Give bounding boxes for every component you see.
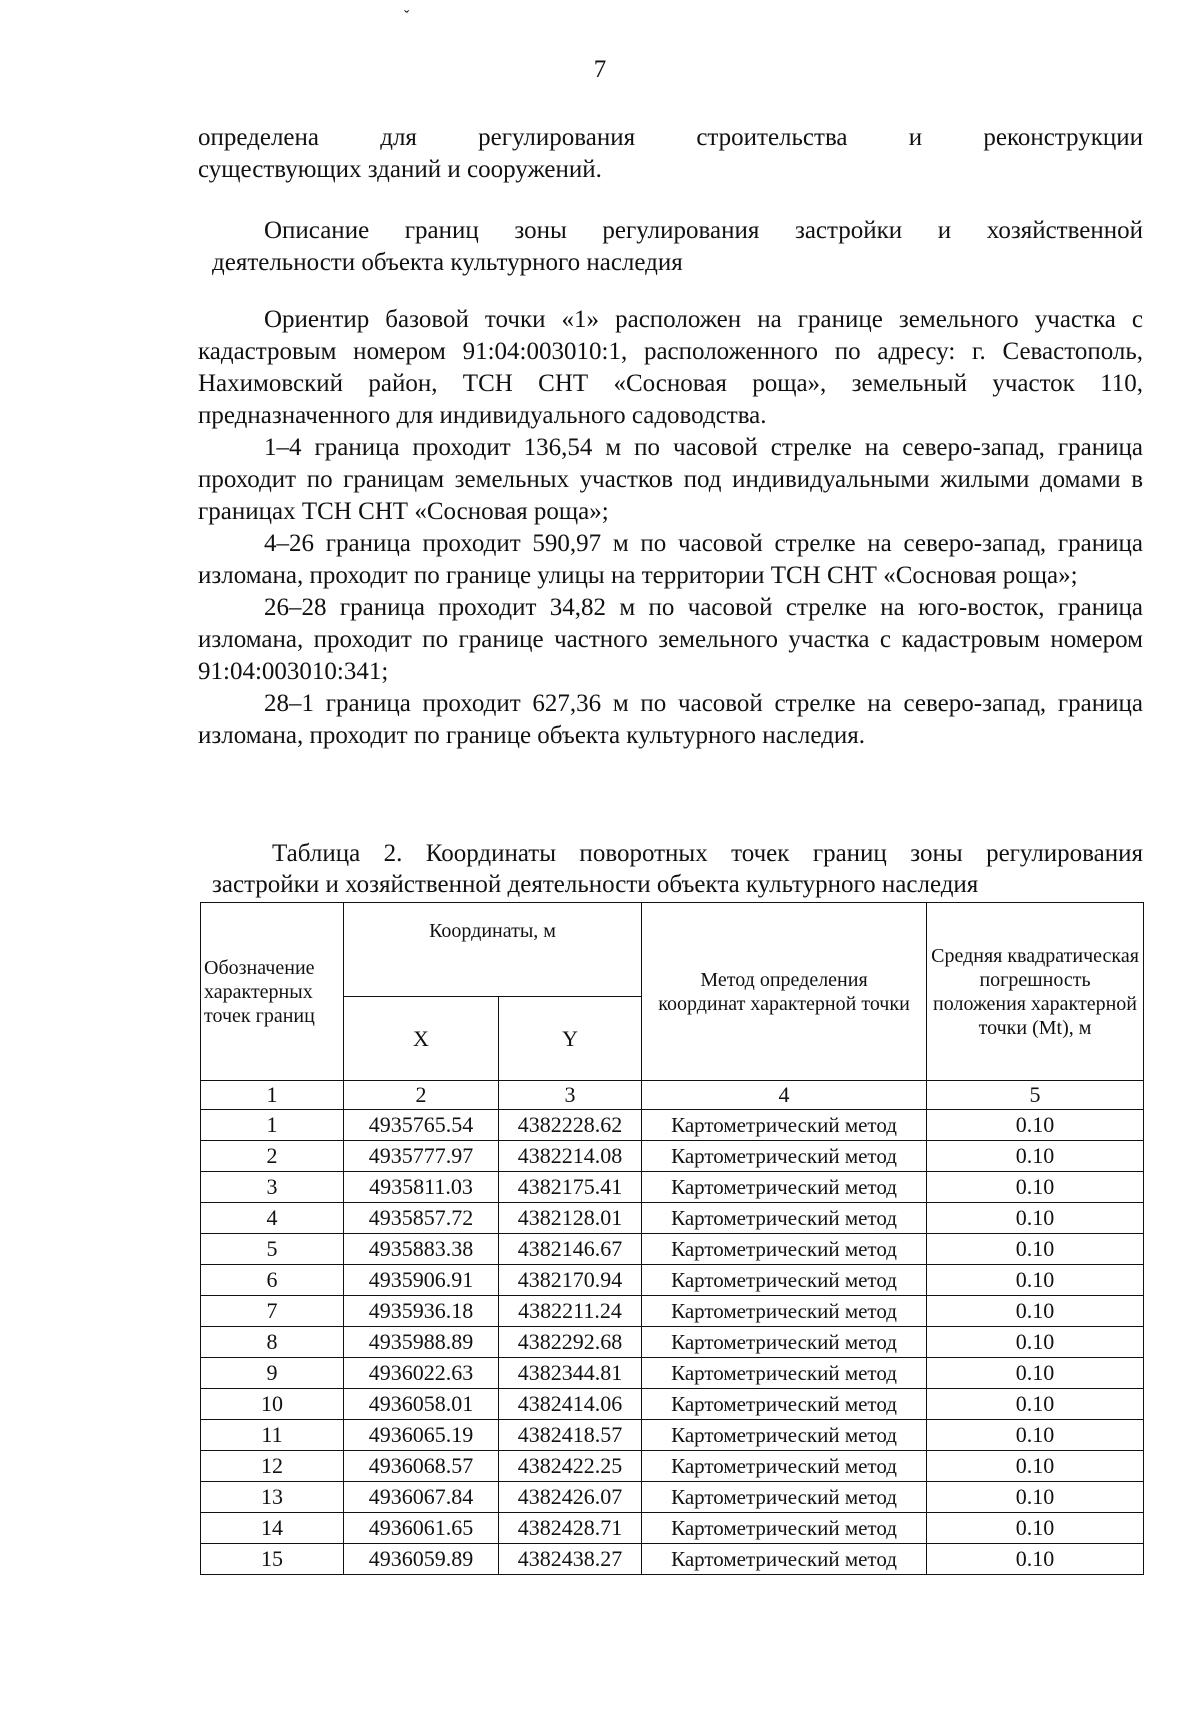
- method-cell: Картометрический метод: [642, 1358, 927, 1389]
- table-row: [201, 1420, 1144, 1451]
- paragraph-base-point: Ориентир базовой точки «1» расположен на границе земельного участка с кадастровым номером 91:04:003010:1, расположенного по адресу: г. Севастополь, Нахимовский район, ТСН СНТ «Сосновая роща», земельный участок 110, предназначенного для индивидуального садоводства.: [198, 306, 1143, 429]
- method-cell: Картометрический метод: [642, 1513, 927, 1544]
- error-cell: 0.10: [927, 1110, 1144, 1141]
- intro-word: строительства: [696, 124, 848, 151]
- method-cell: Картометрический метод: [642, 1451, 927, 1482]
- point-id-cell: 2: [201, 1141, 344, 1172]
- method-cell: Картометрический метод: [642, 1389, 927, 1420]
- table-row: [201, 1203, 1144, 1234]
- error-cell: 0.10: [927, 1544, 1144, 1575]
- method-cell: Картометрический метод: [642, 1265, 927, 1296]
- error-cell: 0.10: [927, 1141, 1144, 1172]
- paragraph-segment-4-26: 4–26 граница проходит 590,97 м по часовой стрелке на северо-запад, граница изломана, проходит по границе улицы на территории ТСН СНТ «Сосновая роща»;: [198, 530, 1143, 589]
- y-cell: 4382146.67: [499, 1234, 642, 1265]
- point-id-cell: 11: [201, 1420, 344, 1451]
- header-designation: Обозначение характерных точек границ: [201, 903, 344, 1081]
- point-id-cell: 3: [201, 1172, 344, 1203]
- header-error: Средняя квадратическая погрешность положения характерной точки (Mt), м: [927, 903, 1144, 1081]
- column-number: 1: [201, 1081, 344, 1110]
- x-cell: 4935883.38: [344, 1234, 499, 1265]
- y-cell: 4382128.01: [499, 1203, 642, 1234]
- x-cell: 4935777.97: [344, 1141, 499, 1172]
- column-number-row: [201, 1081, 1144, 1110]
- caption-line-1: Таблица 2. Координаты поворотных точек границ зоны регулирования: [272, 840, 1143, 867]
- error-cell: 0.10: [927, 1265, 1144, 1296]
- section-heading: [198, 215, 1143, 279]
- method-cell: Картометрический метод: [642, 1110, 927, 1141]
- header-x: X: [344, 997, 499, 1081]
- column-number: 3: [499, 1081, 642, 1110]
- error-cell: 0.10: [927, 1358, 1144, 1389]
- method-cell: Картометрический метод: [642, 1172, 927, 1203]
- point-id-cell: 14: [201, 1513, 344, 1544]
- intro-text: [198, 122, 1143, 186]
- point-id-cell: 1: [201, 1110, 344, 1141]
- y-cell: 4382170.94: [499, 1265, 642, 1296]
- error-cell: 0.10: [927, 1451, 1144, 1482]
- x-cell: 4936065.19: [344, 1420, 499, 1451]
- coordinates-table: [200, 902, 1144, 1575]
- error-cell: 0.10: [927, 1420, 1144, 1451]
- x-cell: 4935988.89: [344, 1327, 499, 1358]
- x-cell: 4936061.65: [344, 1513, 499, 1544]
- point-id-cell: 7: [201, 1296, 344, 1327]
- x-cell: 4935906.91: [344, 1265, 499, 1296]
- paragraph-segment-1-4: 1–4 граница проходит 136,54 м по часовой стрелке на северо-запад, граница проходит по границам земельных участков под индивидуальными жилыми домами в границах ТСН СНТ «Сосновая роща»;: [198, 434, 1143, 525]
- heading-line-2: деятельности объекта культурного наследия: [212, 249, 683, 276]
- paragraph-segment-28-1: 28–1 граница проходит 627,36 м по часовой стрелке на северо-запад, граница изломана, проходит по границе объекта культурного наследия.: [198, 690, 1143, 749]
- table-row: [201, 1513, 1144, 1544]
- x-cell: 4935765.54: [344, 1110, 499, 1141]
- header-method: Метод определения координат характерной точки: [642, 903, 927, 1081]
- column-number: 2: [344, 1081, 499, 1110]
- table-row: [201, 1327, 1144, 1358]
- point-id-cell: 13: [201, 1482, 344, 1513]
- error-cell: 0.10: [927, 1203, 1144, 1234]
- y-cell: 4382175.41: [499, 1172, 642, 1203]
- y-cell: 4382426.07: [499, 1482, 642, 1513]
- error-cell: 0.10: [927, 1513, 1144, 1544]
- x-cell: 4935857.72: [344, 1203, 499, 1234]
- header-coordinates: Координаты, м: [344, 903, 642, 997]
- intro-word: определена: [198, 124, 320, 151]
- point-id-cell: 6: [201, 1265, 344, 1296]
- error-cell: 0.10: [927, 1389, 1144, 1420]
- y-cell: 4382414.06: [499, 1389, 642, 1420]
- table-row: [201, 1110, 1144, 1141]
- table-row: [201, 1482, 1144, 1513]
- x-cell: 4936059.89: [344, 1544, 499, 1575]
- error-cell: 0.10: [927, 1234, 1144, 1265]
- table-row: [201, 1389, 1144, 1420]
- intro-word: регулирования: [478, 124, 636, 151]
- x-cell: 4936068.57: [344, 1451, 499, 1482]
- table-caption: [198, 838, 1143, 900]
- table-row: [201, 1451, 1144, 1482]
- method-cell: Картометрический метод: [642, 1544, 927, 1575]
- method-cell: Картометрический метод: [642, 1327, 927, 1358]
- x-cell: 4936022.63: [344, 1358, 499, 1389]
- x-cell: 4935936.18: [344, 1296, 499, 1327]
- error-cell: 0.10: [927, 1296, 1144, 1327]
- paragraph-segment-26-28: 26–28 граница проходит 34,82 м по часовой стрелке на юго-восток, граница изломана, проходит по границе частного земельного участка с кадастровым номером 91:04:003010:341;: [198, 594, 1143, 685]
- x-cell: 4936067.84: [344, 1482, 499, 1513]
- x-cell: 4936058.01: [344, 1389, 499, 1420]
- page-number: 7: [593, 56, 607, 83]
- point-id-cell: 9: [201, 1358, 344, 1389]
- y-cell: 4382214.08: [499, 1141, 642, 1172]
- table-row: [201, 1544, 1144, 1575]
- y-cell: 4382418.57: [499, 1420, 642, 1451]
- point-id-cell: 8: [201, 1327, 344, 1358]
- table-row: [201, 1358, 1144, 1389]
- table-row: [201, 1234, 1144, 1265]
- y-cell: 4382344.81: [499, 1358, 642, 1389]
- method-cell: Картометрический метод: [642, 1296, 927, 1327]
- boundary-description: [198, 304, 1143, 752]
- intro-word: реконструкции: [983, 124, 1143, 151]
- y-cell: 4382228.62: [499, 1110, 642, 1141]
- point-id-cell: 4: [201, 1203, 344, 1234]
- method-cell: Картометрический метод: [642, 1141, 927, 1172]
- header-y: Y: [499, 997, 642, 1081]
- method-cell: Картометрический метод: [642, 1234, 927, 1265]
- method-cell: Картометрический метод: [642, 1420, 927, 1451]
- error-cell: 0.10: [927, 1482, 1144, 1513]
- x-cell: 4935811.03: [344, 1172, 499, 1203]
- column-number: 4: [642, 1081, 927, 1110]
- table-row: [201, 1265, 1144, 1296]
- point-id-cell: 5: [201, 1234, 344, 1265]
- y-cell: 4382438.27: [499, 1544, 642, 1575]
- intro-word: и: [908, 124, 923, 151]
- intro-line-1: [198, 122, 1143, 154]
- table-header-row: [201, 903, 1144, 997]
- point-id-cell: 10: [201, 1389, 344, 1420]
- table-row: [201, 1172, 1144, 1203]
- point-id-cell: 12: [201, 1451, 344, 1482]
- y-cell: 4382428.71: [499, 1513, 642, 1544]
- intro-line-2: существующих зданий и сооружений.: [198, 156, 602, 183]
- point-id-cell: 15: [201, 1544, 344, 1575]
- method-cell: Картометрический метод: [642, 1203, 927, 1234]
- error-cell: 0.10: [927, 1327, 1144, 1358]
- table-row: [201, 1296, 1144, 1327]
- column-number: 5: [927, 1081, 1144, 1110]
- y-cell: 4382422.25: [499, 1451, 642, 1482]
- intro-word: для: [380, 124, 417, 151]
- error-cell: 0.10: [927, 1172, 1144, 1203]
- caption-line-2: застройки и хозяйственной деятельности объекта культурного наследия: [212, 871, 979, 898]
- scan-mark: ˇ: [404, 8, 410, 25]
- y-cell: 4382211.24: [499, 1296, 642, 1327]
- method-cell: Картометрический метод: [642, 1482, 927, 1513]
- table-row: [201, 1141, 1144, 1172]
- heading-line-1: Описание границ зоны регулирования застройки и хозяйственной: [264, 217, 1143, 244]
- y-cell: 4382292.68: [499, 1327, 642, 1358]
